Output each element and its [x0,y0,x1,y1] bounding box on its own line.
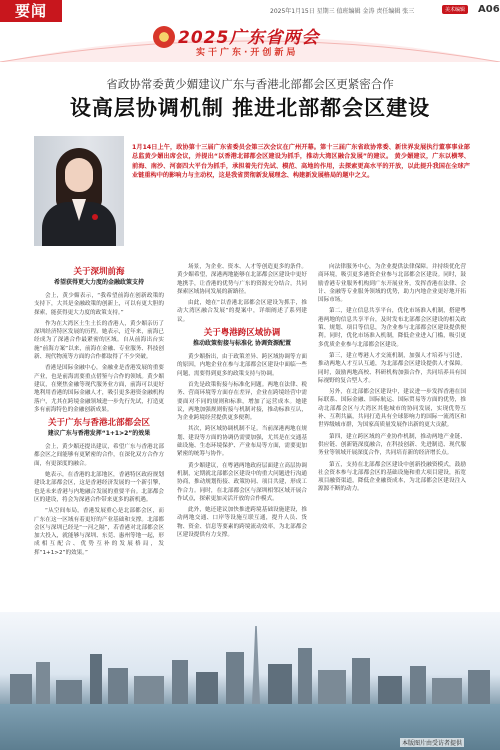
subsection-subtitle: 建议广东与香港发挥“1+1>2”的效果 [47,430,151,438]
article-column-1 [34,263,164,560]
subsection-title: 关于深圳前海 [73,267,125,277]
subsection-subtitle: 希望获得更大力度的金融政策支持 [53,279,144,286]
banner-title: 2025广东省两会 [178,28,320,48]
photo-credit: 本版图片由受访者提供 [402,740,463,747]
article-column-2 [177,263,307,542]
subsection-title: 关于广东与香港北部都会区 [47,418,150,429]
paragraph: 由此，她在“以香港北部都会区建设为抓手，推动大湾区融合发展”的提案中，详细阐述了系列建议。 [177,300,307,323]
portrait-photo [34,136,124,246]
paragraph: 香港是国际金融中心，金融业是香港发展的重要产业，也是前海需要重点借鉴与合作的领域。黄少媚建议，在聚焦金融等现代服务业方面，前海可以更好地利用香港的国际金融人才，吸引更多港资金融机构落户，尤其在跨境金融领域进一步先行先试，打造更多有前海特色的金融创新成果。 [34,365,164,413]
subsection-header [177,328,307,348]
article-kicker: 省政协常委黄少媚建议广东与香港北部都会区更紧密合作 [106,77,394,91]
paragraph: 黄少媚建议，在粤港两地政府层面建立高层协调机制，定期就北部都会区建设中的重大问题进行沟通协商，推动规划衔接、政策协同、项目共建，形成工作合力。同时，在北部都会区与深圳相邻区域开展合作试点，探索更加灵活开放的合作模式。 [177,462,307,502]
paragraph: “从空间布局，香港发展重心是北部都会区，而广东在这一区域有着更好的产业基础和支撑。北部都会区与深圳已经是“一河之隔”，若香港对北部都会区加大投入，就能够与深圳、东莞、惠州等地一起，形成相互配合、优势互补的发展格局，发挥“1+1>2”的效果。” [34,508,164,556]
member-badge-icon [92,214,98,220]
page-number: A06 [478,4,500,15]
subsection-header [34,267,164,287]
paragraph: 场景，为企业、资本、人才等创造更多的条件。黄少媚希望，深港两地能够在北部都会区建设中更好地携手，让香港的优势与广东的资源充分结合，共同探索区域协同发展的新路径。 [177,264,307,295]
paragraph: 此外，她还建议加快推进跨境基础设施建设，推动两地交通、口岸等设施互联互通，提升人员、货物、资金、信息等要素的跨境流动效率，为北部都会区建设提供有力支撑。 [177,507,307,539]
city-skyline-photo [0,612,500,750]
subsection-subtitle: 推动政策衔接与标准化 协调资源配置 [192,340,292,348]
paragraph: 第二，建立信息共享平台，优化市场准入机制，搭建粤港两地的信息共享平台，及时发布北部都会区建设的相关政策、规划、项目等信息，为企业参与北部都会区建设提供便利。同时，优化市场准入机制，降低企业进入门槛，吸引更多优质企业参与北部都会区建设。 [318,308,466,348]
issue-info: 2025年1月15日 星期三 值班编辑 金涛 责任编辑 张三 [270,8,415,15]
paragraph: 向法律服务中心，为企业提供法律保障。并持续优化营商环境，吸引更多港资企业参与北部都会区建设。同时，鼓励香港专业服务机构到广东开展业务，发挥香港在法律、会计、金融等专业服务领域的优势，助力内地企业更好地开拓国际市场。 [318,264,466,304]
article-headline: 设高层协调机制 推进北部都会区建设 [69,96,431,120]
article-column-3 [318,263,466,497]
paragraph: 其次，跨区域协调机制不足。当前深港两地在规划、建设等方面的协调仍需要加强，尤其是在交通基础设施、生态环境保护、产业布局等方面，需要更加紧密的统筹与协作。 [177,426,307,458]
paragraph: 首先是政策衔接与标准化问题。两地在法律、税务、营商环境等方面存在差异，企业在跨境经营中需要面对不同的规则和标准，增加了运营成本。她建议，两地加强规则衔接与机制对接，推动标准互认，为企业跨境经营提供更多便利。 [177,381,307,422]
article-lede: 1月14日上午，政协第十三届广东省委员会第三次会议在广州开幕。第十三届广东省政协常委、新世界发展执行董事事业部总监黄少媚出席会议，并提出“以香港北部都会区建设为抓手，推动大湾区融合发展”的建议。 黄少媚建议，广东以横琴、前海、南沙、河套四大平台为抓手，承担着先行先试、模范、高地的作用，去探索更高水平的开放，以此提升我国在全球产业链重构中的影响力与主动权，这是我省贯彻新发展理念、构建新发展格局的题中之义。 [132,144,470,179]
paragraph: 会上，黄少媚表示，“我希望前海在创新政策的支持下，大其是金融政策的创新上，可以有更大胆的探索，能获得更大力度的政策支持。” [34,293,164,316]
paragraph: 第五，支持在北部都会区建设中创新投融资模式，鼓励社会资本参与北部都会区的基础设施和重大项目建设，拓宽项目融资渠道，降低企业融资成本，为北部都会区建设注入源源不断的动力。 [318,461,466,493]
banner-subtitle: 实干广东·开创新局 [196,48,299,58]
paragraph: 另外，在北部都会区建设中，建议进一步发挥香港在国际联系、国际金融、国际航运、国际贸易等方面的优势，推动北部都会区与大湾区其他城市的协同发展，实现优势互补、互利共赢，共同打造具有全球影响力的国际一流湾区和世界级城市群，为国家高质量发展作出新的更大贡献。 [318,389,466,429]
editor-badge: 美术编辑 [442,5,468,14]
paragraph: 作为在大湾区土生土长的香港人，黄少媚亲历了深圳经济特区发展的历程。她表示，近年来，前海已经成为了深港合作最紧密的区域。自从前海出台实施“前海方案”以来，前海在金融、专业服务、科技创新、现代物流等方面的合作都取得了不少突破。 [34,320,164,361]
paragraph: 第三，建立粤港人才交流机制，加强人才培养与引进，推动两地人才互认互通，为北部都会区建设提供人才保障。同时，鼓励两地高校、科研机构加强合作，共同培养具有国际视野的复合型人才。 [318,352,466,384]
congress-logo-icon [153,26,175,48]
page-header [0,0,500,24]
paragraph: 她表示，在香港的北部地区，香港特区政府规划建设北部都会区，这是香港经济发展的一个新引擎，也是未来香港与内地融合发展的重要平台。北部都会区的建设，将会为深港合作带来更多的新机遇。 [34,472,164,503]
paragraph: 黄少媚指出，由于政策差异、跨区域协调等方面的原因，内地企业在参与北部都会区建设中面临一些问题，需要得到更多的政策支持与协调。 [177,354,307,377]
section-tag: 要闻 [0,0,62,22]
subsection-header [34,418,164,438]
subsection-title: 关于粤港跨区域协调 [203,328,281,339]
paragraph: 会上，黄少媚还提出建议，希望广东与香港北部都会区之间能够有更紧密的合作，在深化双方合作方面，有更深度的融合。 [34,444,164,467]
paragraph: 第四，建立跨区域的产业协作机制，推动两地产业链、供应链、创新链深度融合，在科技创新、先进制造、现代服务业等领域开展深度合作，共同培育新的经济增长点。 [318,433,466,457]
